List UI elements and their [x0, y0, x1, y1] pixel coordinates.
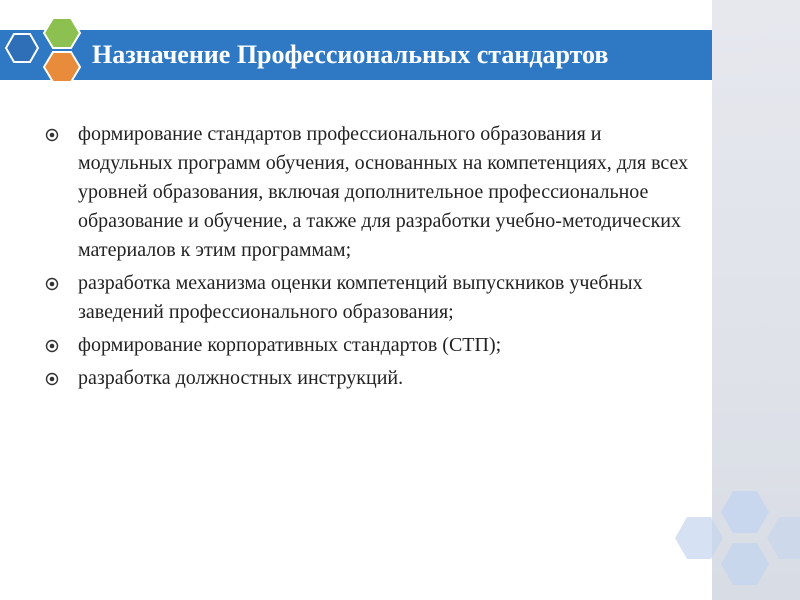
light-hexagon-icon: [721, 491, 769, 533]
list-item: [45, 269, 695, 327]
light-hexagon-icon: [767, 517, 800, 559]
list-item: [45, 364, 695, 393]
bullet-text: разработка механизма оценки компетенций выпускников учебных заведений профессионального образования;: [78, 272, 643, 323]
bullet-text: разработка должностных инструкций.: [78, 367, 404, 389]
green-hexagon-icon: [44, 18, 80, 48]
blue-hexagon-icon: [6, 34, 38, 62]
light-hexagon-icon: [721, 543, 769, 585]
list-item: [45, 120, 695, 265]
decorative-hexagons: [660, 485, 800, 600]
circle-bullet-icon: [45, 128, 59, 142]
light-hexagon-icon: [675, 517, 723, 559]
bullet-text: формирование корпоративных стандартов (СТП);: [78, 334, 502, 356]
circle-bullet-icon: [45, 339, 59, 353]
orange-hexagon-icon: [44, 52, 80, 82]
bullet-text: формирование стандартов профессионального образования и модульных программ обучения, основанных на компетенциях, для всех уровней образования, включая дополнительное профессиональное образование и обучение, а также для разработки учебно-методических материалов к этим программам;: [78, 123, 689, 261]
circle-bullet-icon: [45, 277, 59, 291]
slide-title: Назначение Профессиональных стандартов: [92, 40, 609, 69]
list-item: [45, 331, 695, 360]
circle-bullet-icon: [45, 372, 59, 386]
bullet-list: [45, 120, 695, 397]
hexagon-logo: [0, 0, 100, 100]
